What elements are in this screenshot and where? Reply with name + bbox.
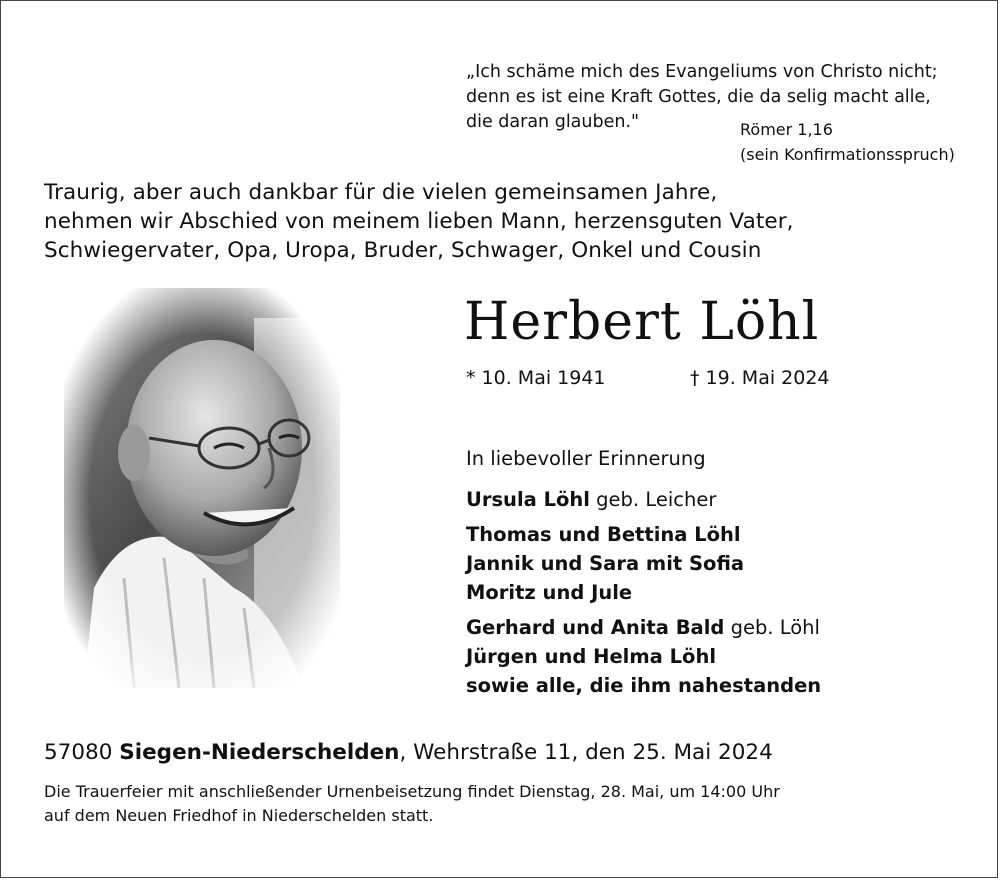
portrait-photo <box>64 288 340 688</box>
mourner-row <box>466 578 821 607</box>
mourner-name: Thomas und Bettina Löhl <box>466 523 741 546</box>
birth-date: * 10. Mai 1941 <box>466 367 606 389</box>
town-name: Siegen-Niederschelden <box>119 740 400 765</box>
mourner-row <box>466 485 821 514</box>
mourner-name: sowie alle, die ihm nahestanden <box>466 674 822 697</box>
deceased-name: Herbert Löhl <box>464 292 820 352</box>
mourner-name: Ursula Löhl <box>466 488 590 511</box>
intro-text <box>44 178 794 265</box>
location-line <box>44 740 773 765</box>
mourner-name: Jürgen und Helma Löhl <box>466 645 717 668</box>
intro-line: nehmen wir Abschied von meinem lieben Mann, herzensguten Vater, <box>44 209 794 234</box>
quote-line: denn es ist eine Kraft Gottes, die da selig macht alle, <box>466 87 931 107</box>
mourners-list <box>466 485 821 700</box>
postcode: 57080 <box>44 740 113 765</box>
quote-reference: Römer 1,16 <box>740 120 833 139</box>
mourner-row <box>466 642 821 671</box>
mourner-row <box>466 671 821 700</box>
portrait-illustration <box>64 288 340 688</box>
mourner-name: Gerhard und Anita Bald <box>466 616 725 639</box>
service-line: Die Trauerfeier mit anschließender Urnenbeisetzung findet Dienstag, 28. Mai, um 14:00 Uhr <box>44 782 780 801</box>
mourner-name: Jannik und Sara mit Sofia <box>466 552 745 575</box>
memory-heading: In liebevoller Erinnerung <box>466 447 706 470</box>
quote-line: „Ich schäme mich des Evangeliums von Christo nicht; <box>466 62 938 82</box>
quote-line: die daran glauben." <box>466 112 640 132</box>
mourner-note: geb. Leicher <box>596 488 717 511</box>
quote-note: (sein Konfirmationsspruch) <box>740 145 955 164</box>
mourner-note: geb. Löhl <box>730 616 820 639</box>
service-info <box>44 780 780 828</box>
intro-line: Schwiegervater, Opa, Uropa, Bruder, Schwager, Onkel und Cousin <box>44 238 762 263</box>
mourner-row <box>466 613 821 642</box>
mourner-row <box>466 520 821 549</box>
address-date: , Wehrstraße 11, den 25. Mai 2024 <box>399 740 773 765</box>
intro-line: Traurig, aber auch dankbar für die vielen gemeinsamen Jahre, <box>44 180 718 205</box>
death-date: † 19. Mai 2024 <box>690 367 830 389</box>
service-line: auf dem Neuen Friedhof in Niederschelden statt. <box>44 806 434 825</box>
mourner-row <box>466 549 821 578</box>
quote-source <box>740 117 955 167</box>
mourner-name: Moritz und Jule <box>466 581 633 604</box>
